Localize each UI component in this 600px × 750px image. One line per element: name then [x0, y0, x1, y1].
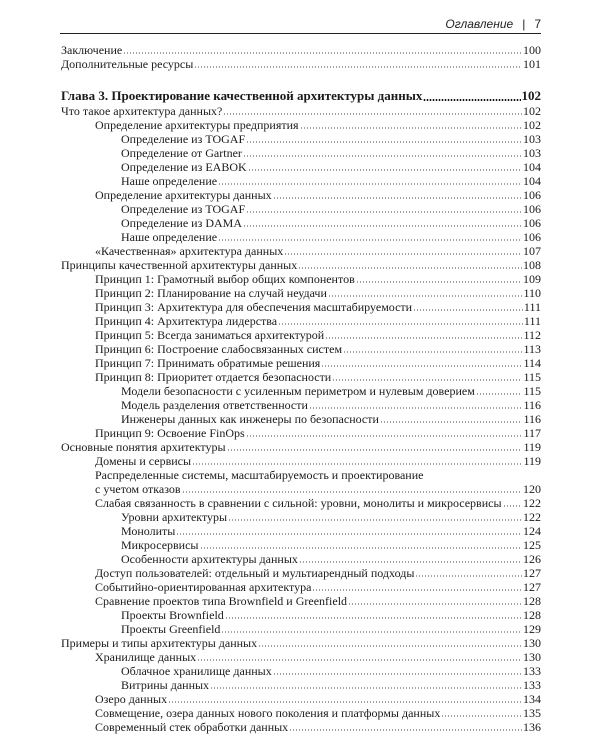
toc-entry-title: Дополнительные ресурсы [61, 57, 194, 71]
toc-entry-page: 130 [523, 636, 541, 650]
toc-entry[interactable] [61, 202, 541, 216]
dot-leader [221, 631, 522, 633]
toc-entry-title: Определение из TOGAF [121, 132, 246, 146]
toc-entry-page: 113 [523, 342, 541, 356]
toc-entry-page: 116 [523, 412, 541, 426]
toc-entry-page: 103 [523, 132, 541, 146]
page-number: 7 [534, 16, 541, 31]
toc-entry[interactable] [61, 594, 541, 608]
toc-entry[interactable] [61, 468, 541, 482]
chapter-page: 102 [521, 88, 541, 103]
toc-entry[interactable] [61, 650, 541, 664]
toc-entry-title: Монолиты [121, 524, 176, 538]
dot-leader [246, 141, 522, 143]
toc-entry-page: 104 [523, 160, 541, 174]
dot-leader [273, 197, 522, 199]
toc-entry-title: Определение из TOGAF [121, 202, 246, 216]
table-of-contents [61, 43, 541, 734]
toc-entry-title: Принципы качественной архитектуры данных [61, 258, 298, 272]
toc-entry[interactable] [61, 328, 541, 342]
toc-entry-page: 129 [523, 622, 541, 636]
toc-entry-title: Что такое архитектура данных? [61, 104, 223, 118]
toc-entry-page: 100 [523, 43, 541, 57]
toc-entry-page: 115 [523, 384, 541, 398]
dot-leader [424, 477, 540, 479]
toc-entry-page: 111 [523, 300, 541, 314]
dot-leader [278, 323, 523, 325]
toc-entry-title: Модели безопасности с усиленным периметром и нулевым доверием [121, 384, 475, 398]
toc-entry[interactable] [61, 692, 541, 706]
toc-entry-page: 120 [523, 482, 541, 496]
dot-leader [289, 729, 522, 731]
toc-entry-title: Определение архитектуры данных [95, 188, 272, 202]
toc-entry-title: Принцип 6: Построение слабосвязанных систем [95, 342, 343, 356]
toc-entry[interactable] [61, 146, 541, 160]
toc-chapter-3[interactable] [61, 88, 541, 104]
toc-entry-page: 126 [523, 552, 541, 566]
toc-entry[interactable] [61, 566, 541, 580]
toc-entry-page: 103 [523, 146, 541, 160]
chapter-title: Глава 3. Проектирование качественной архитектуры данных [61, 88, 423, 103]
toc-entry-page: 108 [523, 258, 541, 272]
toc-entry-page: 102 [523, 104, 541, 118]
dot-leader [348, 603, 522, 605]
toc-entry-title: Наше определение [121, 230, 218, 244]
dot-leader [309, 407, 523, 409]
toc-entry-title: Принцип 3: Архитектура для обеспечения масштабируемости [95, 300, 413, 314]
toc-entry-title: Витрины данных [121, 678, 210, 692]
toc-entry-title: Принцип 7: Принимать обратимые решения [95, 356, 321, 370]
toc-entry-page: 101 [523, 57, 541, 71]
dot-leader [441, 715, 522, 717]
toc-entry-title: Распределенные системы, масштабируемость и проектирование [95, 468, 424, 482]
dot-leader [325, 337, 522, 339]
dot-leader [182, 491, 522, 493]
toc-entry[interactable] [61, 174, 541, 188]
toc-entry-title: Определение из EABOK [121, 160, 247, 174]
dot-leader [343, 351, 522, 353]
toc-entry-title: Доступ пользователей: отдельный и мультиарендный подходы [95, 566, 415, 580]
toc-entry[interactable] [61, 706, 541, 720]
dot-leader [218, 183, 522, 185]
toc-entry-title: Основные понятия архитектуры [61, 440, 226, 454]
toc-entry-title: Принцип 9: Освоение FinOps [95, 426, 245, 440]
toc-entry[interactable] [61, 244, 541, 258]
toc-entry[interactable] [61, 384, 541, 398]
toc-entry-title: Озеро данных [95, 692, 168, 706]
toc-entry-title: Принцип 2: Планирование на случай неудачи [95, 286, 327, 300]
dot-leader [246, 435, 523, 437]
toc-entry-title: Инженеры данных как инженеры по безопасности [121, 412, 379, 426]
toc-entry-title: Принцип 5: Всегда заниматься архитектурой [95, 328, 325, 342]
toc-entry-page: 106 [523, 202, 541, 216]
toc-entry[interactable] [61, 370, 541, 384]
dot-leader [258, 645, 522, 647]
dot-leader [300, 127, 522, 129]
toc-entry-page: 109 [523, 272, 541, 286]
toc-entry-page: 117 [523, 426, 541, 440]
toc-entry-title: Событийно-ориентированная архитектура [95, 580, 312, 594]
toc-entry[interactable] [61, 608, 541, 622]
dot-leader [228, 519, 522, 521]
dot-leader [210, 687, 522, 689]
dot-leader [298, 267, 522, 269]
intro-entries [61, 43, 541, 71]
toc-entry-title: Заключение [61, 43, 123, 57]
toc-entry-page: 133 [523, 678, 541, 692]
dot-leader [328, 295, 523, 297]
toc-entry[interactable] [61, 454, 541, 468]
toc-entry-title: с учетом отказов [95, 482, 181, 496]
toc-entry-page: 102 [523, 118, 541, 132]
toc-entry-page: 104 [523, 174, 541, 188]
toc-entry[interactable] [61, 118, 541, 132]
toc-entry[interactable] [61, 482, 541, 496]
dot-leader [248, 169, 522, 171]
toc-entry[interactable] [61, 524, 541, 538]
toc-entry[interactable] [61, 664, 541, 678]
toc-entry-page: 106 [523, 188, 541, 202]
toc-entry[interactable] [61, 580, 541, 594]
dot-leader [243, 155, 522, 157]
toc-entry-title: Слабая связанность в сравнении с сильной: уровни, монолиты и микросервисы [95, 496, 502, 510]
toc-entry-page: 114 [523, 356, 541, 370]
toc-entry-page: 112 [523, 328, 541, 342]
toc-entry-page: 115 [523, 370, 541, 384]
toc-entry-title: Наше определение [121, 174, 218, 188]
dot-leader [356, 281, 522, 283]
toc-entry[interactable] [61, 230, 541, 244]
toc-entry[interactable] [61, 132, 541, 146]
toc-entry[interactable] [61, 57, 541, 71]
toc-entry[interactable] [61, 426, 541, 440]
toc-entry-page: 110 [523, 286, 541, 300]
toc-entry-page: 116 [523, 398, 541, 412]
toc-entry[interactable] [61, 160, 541, 174]
toc-entry-page: 119 [523, 454, 541, 468]
toc-entry-page: 128 [523, 608, 541, 622]
dot-leader [192, 463, 522, 465]
toc-entry[interactable] [61, 440, 541, 454]
toc-entry[interactable] [61, 342, 541, 356]
dot-leader [218, 239, 522, 241]
toc-entry[interactable] [61, 286, 541, 300]
toc-entry-title: Сравнение проектов типа Brownfield и Greenfield [95, 594, 348, 608]
toc-entry-title: Определение от Gartner [121, 146, 242, 160]
dot-leader [197, 659, 522, 661]
toc-entry-page: 133 [523, 664, 541, 678]
dot-leader [273, 673, 522, 675]
dot-leader [476, 393, 523, 395]
toc-entry-title: Проекты Greenfield [121, 622, 221, 636]
dot-leader [123, 52, 522, 54]
toc-entry-page: 125 [523, 538, 541, 552]
dot-leader [413, 309, 523, 311]
toc-entry[interactable] [61, 258, 541, 272]
toc-entry-title: Домены и сервисы [95, 454, 192, 468]
toc-entry[interactable] [61, 272, 541, 286]
toc-entry-title: Современный стек обработки данных [95, 720, 289, 734]
toc-entry-page: 106 [523, 216, 541, 230]
toc-entry-page: 136 [523, 720, 541, 734]
dot-leader [312, 589, 522, 591]
toc-entry-page: 119 [523, 440, 541, 454]
toc-entry[interactable] [61, 216, 541, 230]
header-separator: | [522, 16, 526, 31]
header-section-title: Оглавление [445, 16, 514, 31]
dot-leader [176, 533, 522, 535]
toc-entry-page: 134 [523, 692, 541, 706]
dot-leader [168, 701, 522, 703]
toc-entry-page: 127 [523, 580, 541, 594]
toc-entry-title: Микросервисы [121, 538, 199, 552]
toc-entry[interactable] [61, 552, 541, 566]
toc-entry-page: 122 [523, 496, 541, 510]
toc-entry[interactable] [61, 104, 541, 118]
toc-entry-page: 124 [523, 524, 541, 538]
toc-entry-page: 122 [523, 510, 541, 524]
dot-leader [284, 253, 522, 255]
dot-leader [246, 211, 522, 213]
toc-entry-title: Определение из DAMA [121, 216, 243, 230]
toc-entry-title: Проекты Brownfield [121, 608, 224, 622]
chapter-entries [61, 104, 541, 734]
toc-entry-title: Принцип 4: Архитектура лидерства [95, 314, 278, 328]
toc-entry-page: 107 [523, 244, 541, 258]
dot-leader [321, 365, 522, 367]
dot-leader [225, 617, 522, 619]
toc-entry[interactable] [61, 538, 541, 552]
toc-entry[interactable] [61, 412, 541, 426]
toc-entry[interactable] [61, 496, 541, 510]
toc-entry-title: Облачное хранилище данных [121, 664, 272, 678]
toc-entry-title: Совмещение, озера данных нового поколения и платформы данных [95, 706, 441, 720]
dot-leader [503, 505, 522, 507]
toc-entry-page: 135 [523, 706, 541, 720]
dot-leader [223, 113, 522, 115]
dot-leader [423, 99, 520, 101]
toc-entry-page: 130 [523, 650, 541, 664]
toc-entry[interactable] [61, 188, 541, 202]
toc-entry[interactable] [61, 622, 541, 636]
dot-leader [299, 561, 522, 563]
toc-entry-page: 106 [523, 230, 541, 244]
dot-leader [200, 547, 523, 549]
toc-entry[interactable] [61, 398, 541, 412]
toc-entry[interactable] [61, 678, 541, 692]
toc-entry[interactable] [61, 720, 541, 734]
dot-leader [194, 66, 522, 68]
toc-entry-page: 111 [523, 314, 541, 328]
toc-entry-title: Примеры и типы архитектуры данных [61, 636, 258, 650]
toc-entry-page: 128 [523, 594, 541, 608]
toc-entry-page: 127 [523, 566, 541, 580]
toc-entry[interactable] [61, 356, 541, 370]
toc-entry-title: «Качественная» архитектура данных [95, 244, 284, 258]
toc-entry[interactable] [61, 300, 541, 314]
toc-entry-title: Принцип 1: Грамотный выбор общих компонентов [95, 272, 355, 286]
dot-leader [243, 225, 522, 227]
toc-entry[interactable] [61, 636, 541, 650]
dot-leader [227, 449, 523, 451]
toc-entry-title: Определение архитектуры предприятия [95, 118, 299, 132]
running-header [60, 14, 541, 34]
toc-entry[interactable] [61, 43, 541, 57]
dot-leader [415, 575, 522, 577]
toc-entry-title: Принцип 8: Приоритет отдается безопасности [95, 370, 332, 384]
toc-entry-title: Уровни архитектуры [121, 510, 228, 524]
toc-entry-title: Модель разделения ответственности [121, 398, 308, 412]
toc-entry-title: Хранилище данных [95, 650, 197, 664]
dot-leader [380, 421, 523, 423]
toc-entry[interactable] [61, 314, 541, 328]
dot-leader [332, 379, 522, 381]
toc-entry[interactable] [61, 510, 541, 524]
toc-entry-title: Особенности архитектуры данных [121, 552, 298, 566]
